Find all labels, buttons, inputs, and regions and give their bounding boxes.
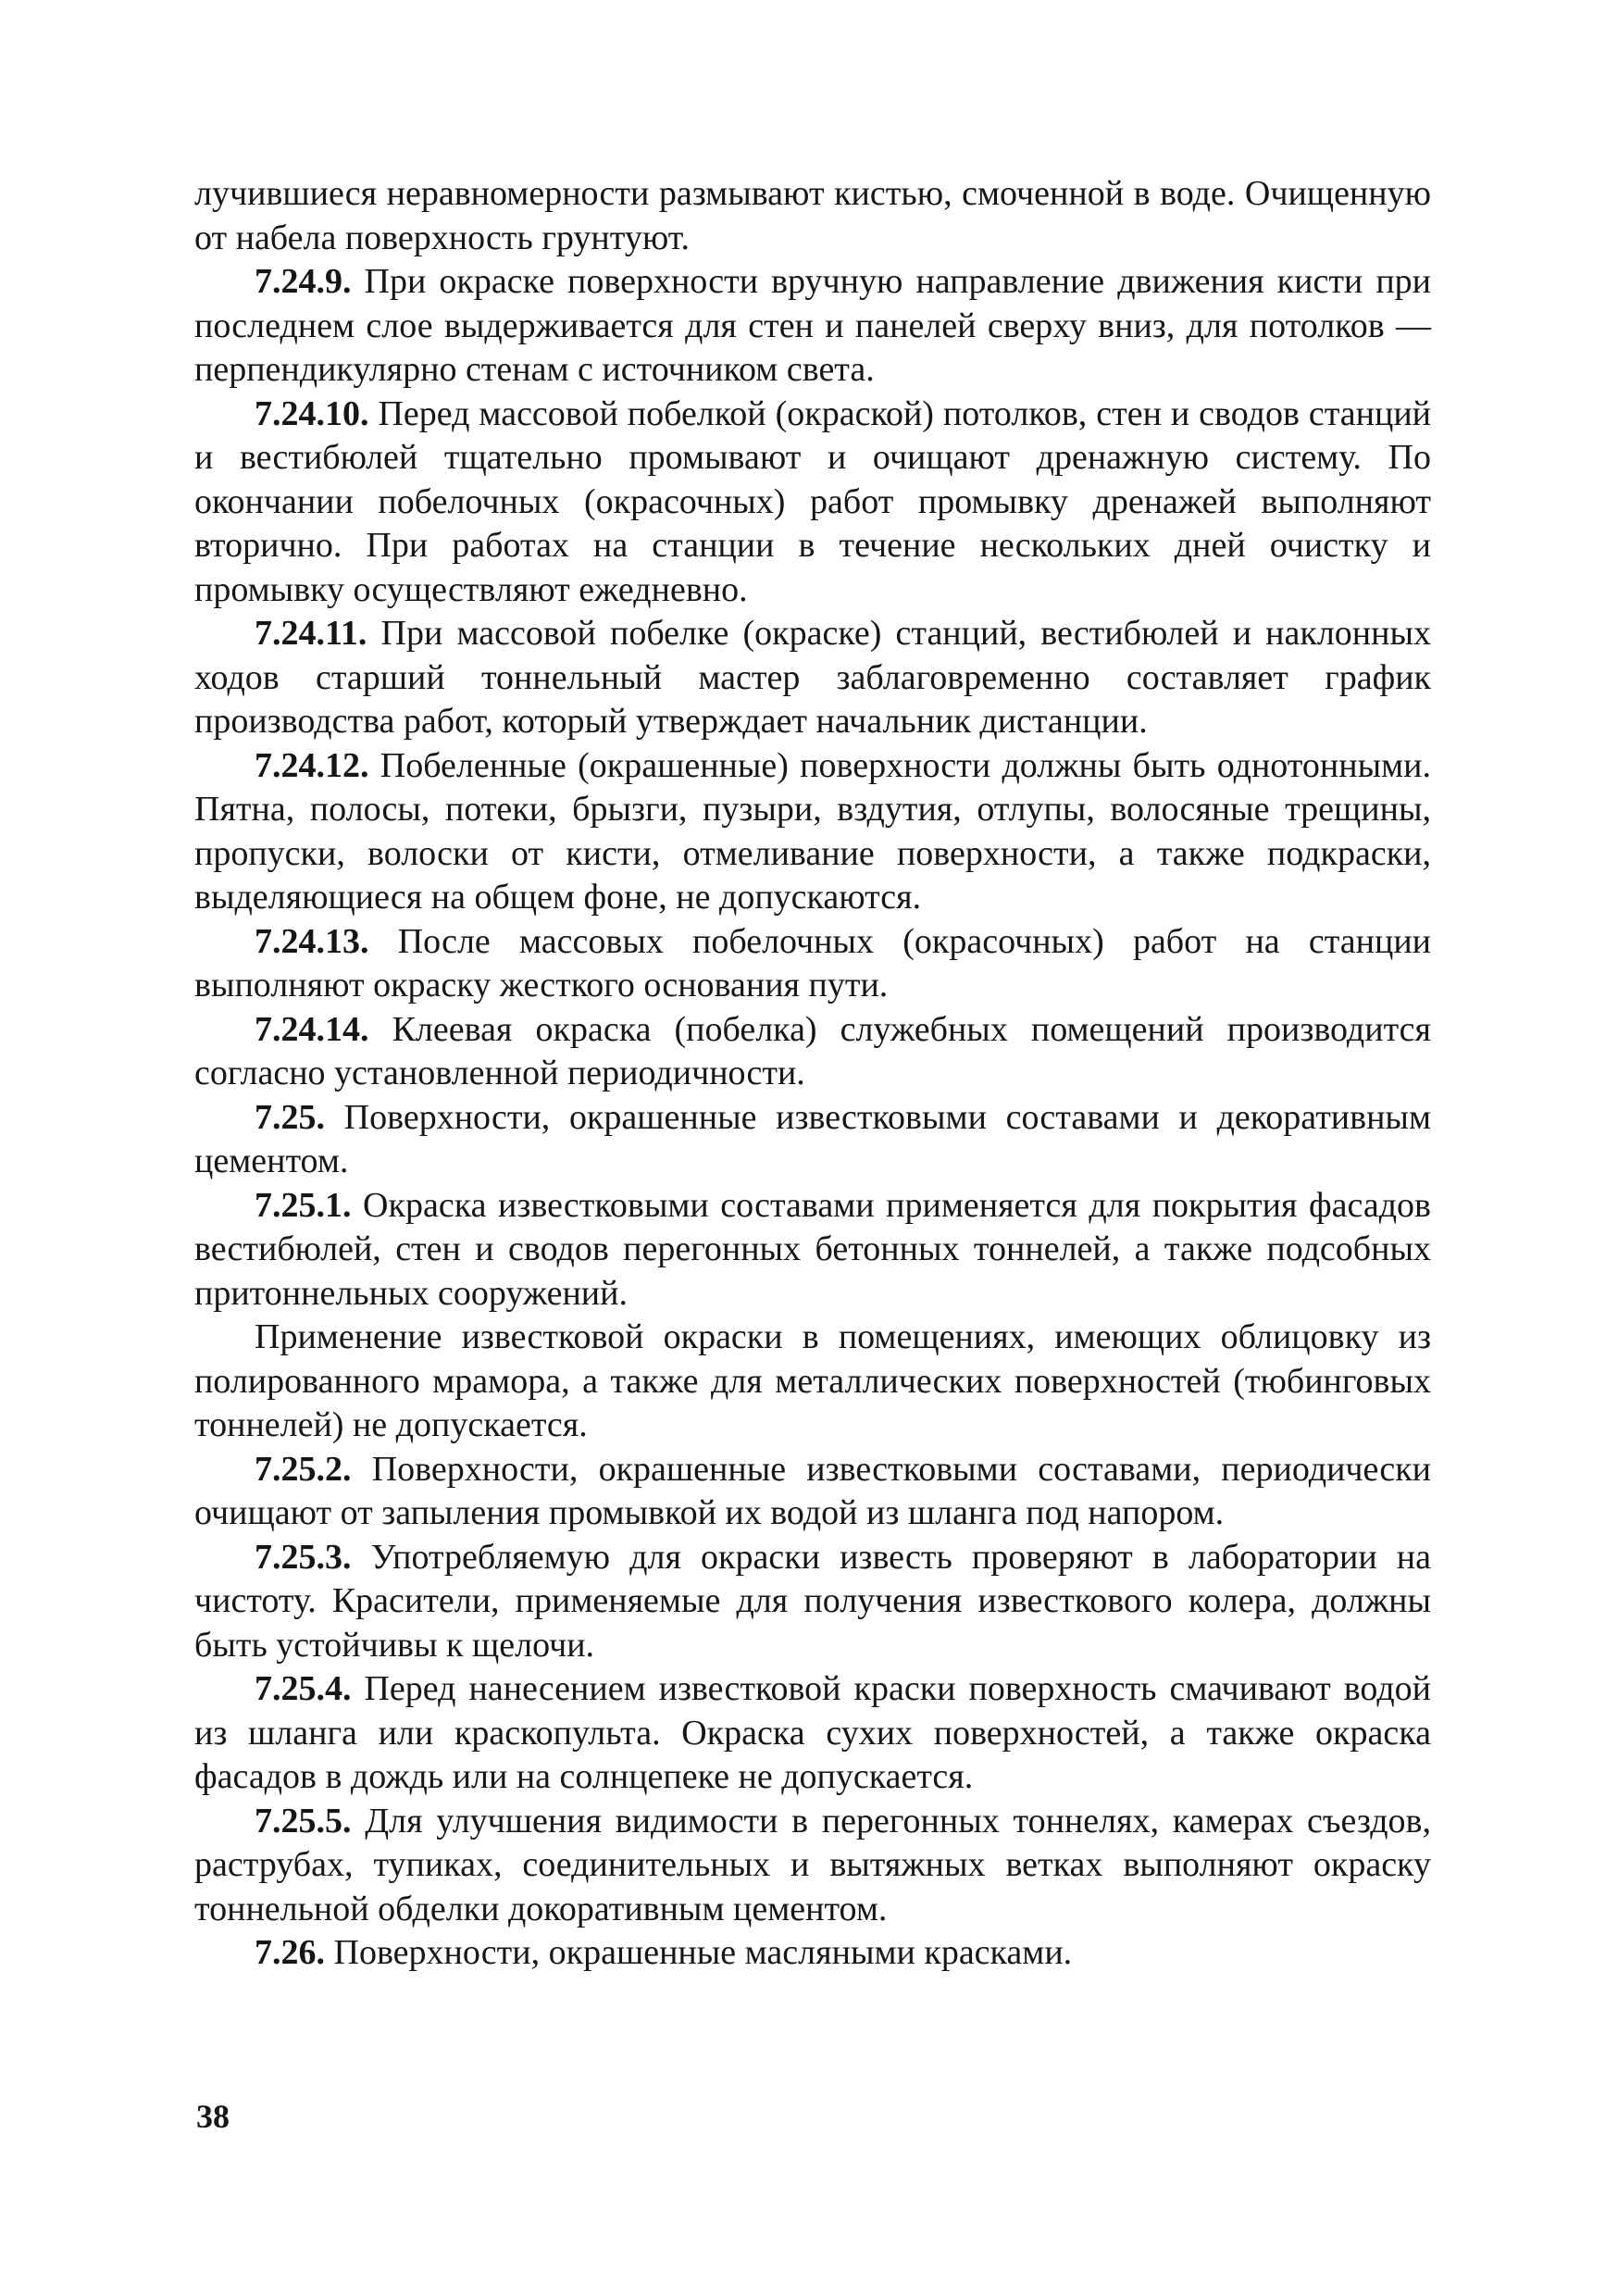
paragraph-text: Поверхности, окрашенные известковыми составами и декоративным цементом. [194,1097,1431,1180]
section-number: 7.24.11. [255,614,367,653]
section-number: 7.25.4. [255,1669,352,1708]
section-number: 7.25.1. [255,1185,352,1225]
paragraph-text: Перед нанесением известковой краски поверхность смачивают водой из шланга или краскопульта. Окраска сухих поверхностей, а также окраска фасадов в дождь или на солнцепеке не допускается. [194,1669,1431,1796]
paragraph-text: Побеленные (окрашенные) поверхности должны быть однотонными. Пятна, полосы, потеки, брызги, пузыри, вздутия, отлупы, волосяные трещины, пропуски, волоски от кисти, отмеливание поверхности, а также подкраски, выделяющиеся на общем фоне, не допускаются. [194,745,1431,917]
paragraph-p-7-24-12 [194,744,1431,920]
paragraph-text: При окраске поверхности вручную направление движения кисти при последнем слое выдерживается для стен и панелей сверху вниз, для потолков — перпендикулярно стенам с источником света. [194,262,1431,389]
paragraph-p-7-24-11 [194,612,1431,744]
paragraph-text: лучившиеся неравномерности размывают кистью, смоченной в воде. Очищенную от набела поверхность грунтуют. [194,174,1431,257]
paragraph-p-7-26 [194,1931,1431,1976]
paragraph-p-7-25-2 [194,1448,1431,1536]
section-number: 7.26. [255,1933,325,1972]
paragraph-text: Для улучшения видимости в перегонных тоннелях, камерах съездов, раструбах, тупиках, соединительных и вытяжных ветках выполняют окраску тоннельной обделки докоративным цементом. [194,1801,1431,1928]
paragraph-p-7-25-1-b [194,1316,1431,1448]
paragraph-text: Применение известковой окраски в помещениях, имеющих облицовку из полированного мрамора, а также для металлических поверхностей (тюбинговых тоннелей) не допускается. [194,1317,1431,1444]
paragraph-p-continuation [194,172,1431,260]
paragraph-text: Перед массовой побелкой (окраской) потолков, стен и сводов станций и вестибюлей тщательно промывают и очищают дренажную систему. По окончании побелочных (окрасочных) работ промывку дренажей выполняют вторично. При работах на станции в течение нескольких дней очистку и промывку осуществляют ежедневно. [194,393,1431,609]
paragraph-p-7-25-4 [194,1667,1431,1800]
paragraph-p-7-25-5 [194,1800,1431,1932]
paragraph-p-7-24-14 [194,1008,1431,1096]
paragraph-p-7-25-1 [194,1184,1431,1316]
paragraph-text: Клеевая окраска (побелка) служебных помещений производится согласно установленной периодичности. [194,1009,1431,1092]
paragraph-text: Окраска известковыми составами применяется для покрытия фасадов вестибюлей, стен и сводов перегонных бетонных тоннелей, а также подсобных притоннельных сооружений. [194,1185,1431,1313]
paragraph-p-7-25 [194,1096,1431,1184]
section-number: 7.25.3. [255,1537,352,1577]
paragraph-p-7-24-9 [194,260,1431,393]
section-number: 7.25.5. [255,1801,352,1841]
paragraph-p-7-24-10 [194,393,1431,613]
section-number: 7.24.9. [255,262,352,301]
section-number: 7.24.13. [255,921,369,961]
paragraph-text: Поверхности, окрашенные масляными красками. [325,1933,1073,1972]
section-number: 7.25.2. [255,1449,352,1489]
page-number: 38 [196,2098,230,2135]
section-number: 7.24.10. [255,393,369,433]
paragraph-p-7-25-3 [194,1536,1431,1668]
paragraph-text: Поверхности, окрашенные известковыми составами, периодически очищают от запыления промывкой их водой из шланга под напором. [194,1449,1431,1532]
section-number: 7.25. [255,1097,325,1137]
section-number: 7.24.12. [255,745,369,785]
body-text [194,172,1431,1976]
paragraph-p-7-24-13 [194,920,1431,1008]
paragraph-text: При массовой побелке (окраске) станций, вестибюлей и наклонных ходов старший тоннельный мастер заблаговременно составляет график производства работ, который утверждает начальник дистанции. [194,614,1431,741]
paragraph-text: Употребляемую для окраски известь проверяют в лаборатории на чистоту. Красители, применяемые для получения известкового колера, должны быть устойчивы к щелочи. [194,1537,1431,1665]
section-number: 7.24.14. [255,1009,369,1049]
paragraph-text: После массовых побелочных (окрасочных) работ на станции выполняют окраску жесткого основания пути. [194,921,1431,1004]
